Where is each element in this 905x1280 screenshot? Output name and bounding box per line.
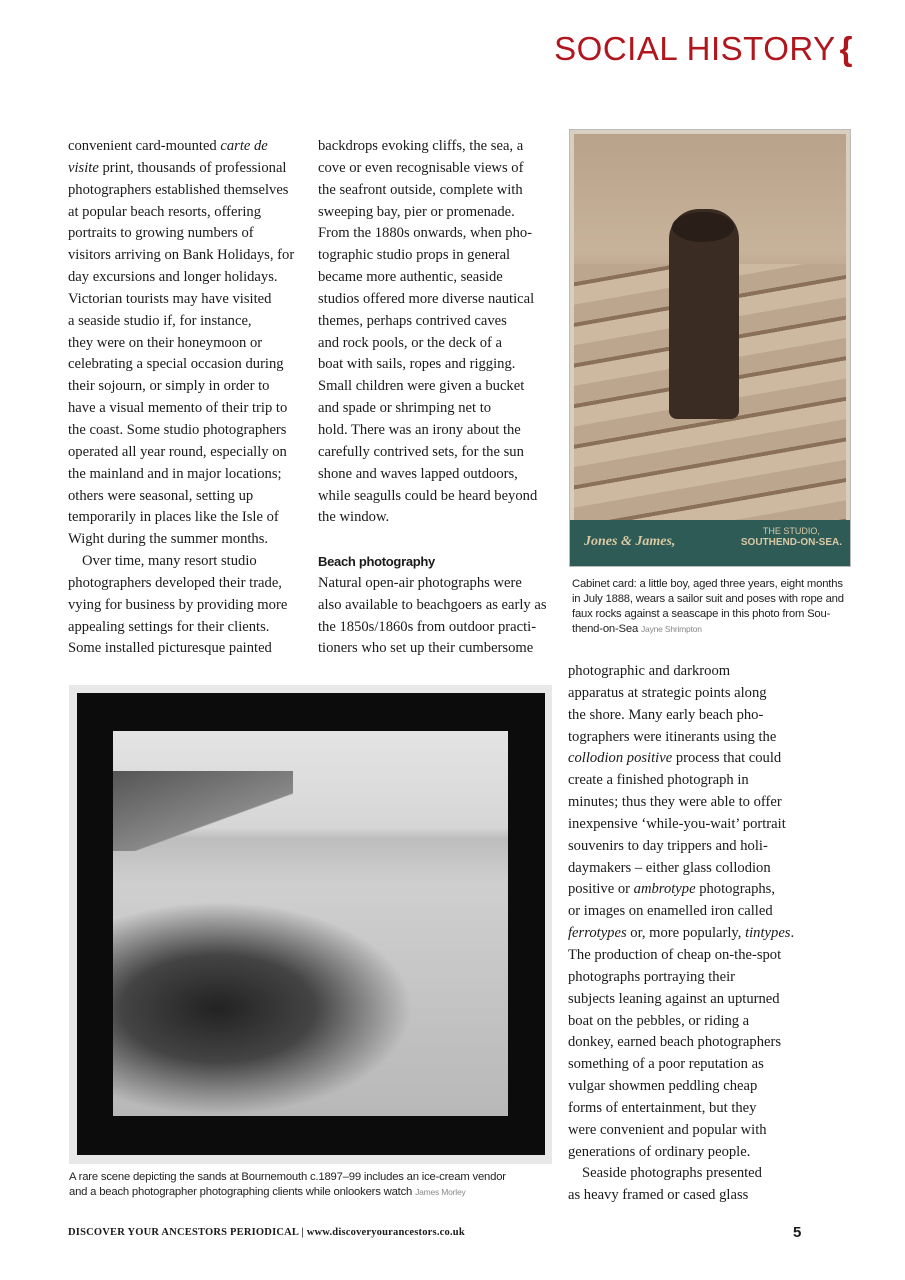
text-line: daymakers – either glass collodion	[568, 859, 771, 876]
text-line: tographic studio props in general	[318, 247, 511, 264]
text-line: ferrotypes or, more popularly, tintypes.	[568, 925, 795, 942]
text-line: inexpensive ‘while-you-wait’ portrait	[568, 815, 786, 832]
text-line: Wight during the summer months.	[68, 531, 269, 548]
section-label: SOCIAL HISTORY	[554, 30, 836, 67]
text-line: while seagulls could be heard beyond	[318, 487, 538, 504]
text-line: Natural open-air photographs were	[318, 574, 522, 591]
text-line: day excursions and longer holidays.	[68, 269, 278, 286]
text-line: the shore. Many early beach pho-	[568, 706, 764, 723]
text-line: boat on the pebbles, or riding a	[568, 1012, 750, 1029]
text-line: minutes; thus they were able to offer	[568, 794, 782, 811]
text-line: the coast. Some studio photographers	[68, 421, 287, 438]
text-line: a seaside studio if, for instance,	[68, 312, 252, 329]
text-line: hold. There was an irony about the	[318, 421, 521, 438]
text-line: cove or even recognisable views of	[318, 159, 524, 176]
caption-line: Cabinet card: a little boy, aged three years, eight months	[572, 578, 843, 590]
text-line: Victorian tourists may have visited	[68, 290, 272, 307]
text-line: vying for business by providing more	[68, 596, 288, 613]
text-line: subjects leaning against an upturned	[568, 990, 780, 1007]
bournemouth-beach-photo	[69, 685, 552, 1164]
text-line: operated all year round, especially on	[68, 443, 287, 460]
caption-line: and a beach photographer photographing clients while onlookers watch James Morley	[69, 1186, 466, 1198]
text-line: studios offered more diverse nautical	[318, 290, 535, 307]
text-line: create a finished photograph in	[568, 772, 749, 789]
text-line: visite print, thousands of professional	[68, 159, 287, 176]
text-line: convenient card-mounted carte de	[68, 138, 268, 154]
text-line: themes, perhaps contrived caves	[318, 312, 507, 329]
column-1	[68, 136, 308, 660]
text-line: or images on enamelled iron called	[568, 903, 773, 920]
caption-line: thend-on-Sea Jayne Shrimpton	[572, 623, 702, 635]
photo1-caption	[572, 577, 844, 637]
subheading-beach-photography: Beach photography	[318, 554, 435, 570]
text-line: have a visual memento of their trip to	[68, 400, 288, 417]
text-line: the window.	[318, 509, 390, 526]
text-line: temporarily in places like the Isle of	[68, 509, 279, 526]
text-line: the seafront outside, complete with	[318, 181, 523, 198]
text-line: Seaside photographs presented	[582, 1165, 762, 1182]
card-studio-name: Jones & James,	[584, 534, 676, 549]
text-line: visitors arriving on Bank Holidays, for	[68, 247, 295, 264]
column-2	[318, 136, 558, 660]
caption-line: A rare scene depicting the sands at Bournemouth c.1897–99 includes an ice-cream vendor	[69, 1171, 506, 1183]
cabinet-card-photo	[569, 129, 851, 567]
text-line: the 1850s/1860s from outdoor practi-	[318, 618, 537, 635]
footer: DISCOVER YOUR ANCESTORS PERIODICAL | www.discoveryourancestors.co.uk	[68, 1227, 465, 1238]
text-line: celebrating a special occasion during	[68, 356, 284, 373]
column-3	[568, 661, 808, 1207]
photo-credit: Jayne Shrimpton	[641, 624, 702, 634]
text-line: boat with sails, ropes and rigging.	[318, 356, 516, 373]
text-line: forms of entertainment, but they	[568, 1099, 757, 1116]
text-line: sweeping bay, pier or promenade.	[318, 203, 515, 220]
text-line: positive or ambrotype photographs,	[568, 881, 775, 898]
text-line: also available to beachgoers as early as	[318, 596, 547, 613]
text-line: something of a poor reputation as	[568, 1056, 764, 1073]
text-line: carefully contrived sets, for the sun	[318, 443, 524, 460]
text-line: Some installed picturesque painted	[68, 640, 272, 657]
text-line: backdrops evoking cliffs, the sea, a	[318, 138, 524, 154]
text-line: generations of ordinary people.	[568, 1143, 751, 1160]
text-line: became more authentic, seaside	[318, 269, 503, 286]
photo-credit: James Morley	[415, 1187, 466, 1197]
text-line: souvenirs to day trippers and holi-	[568, 837, 768, 854]
text-line: photographers developed their trade,	[68, 574, 282, 591]
text-line: photographs portraying their	[568, 968, 735, 985]
text-line: tioners who set up their cumbersome	[318, 640, 534, 657]
text-line: collodion positive process that could	[568, 750, 782, 767]
text-line: portraits to growing numbers of	[68, 225, 254, 242]
text-line: and spade or shrimping net to	[318, 400, 492, 417]
text-line: and rock pools, or the deck of a	[318, 334, 502, 351]
text-line: The production of cheap on-the-spot	[568, 946, 782, 963]
text-line: vulgar showmen peddling cheap	[568, 1078, 758, 1095]
text-line: apparatus at strategic points along	[568, 684, 767, 701]
text-line: the mainland and in major locations;	[68, 465, 282, 482]
text-line: shone and waves lapped outdoors,	[318, 465, 518, 482]
text-line: they were on their honeymoon or	[68, 334, 263, 351]
page-number: 5	[793, 1224, 802, 1241]
text-line: photographers established themselves	[68, 181, 289, 198]
text-line: appealing settings for their clients.	[68, 618, 270, 635]
bracket-ornament: {	[839, 30, 853, 67]
text-line: Small children were given a bucket	[318, 378, 525, 395]
card-studio-location: SOUTHEND-ON-SEA.	[740, 537, 842, 548]
text-line: From the 1880s onwards, when pho-	[318, 225, 533, 242]
text-line: at popular beach resorts, offering	[68, 203, 262, 220]
card-studio-label: THE STUDIO,	[762, 526, 820, 536]
caption-line: in July 1888, wears a sailor suit and poses with rope and	[572, 593, 844, 605]
section-title	[554, 30, 853, 68]
text-line: Over time, many resort studio	[82, 553, 257, 570]
text-line: as heavy framed or cased glass	[568, 1187, 749, 1204]
text-line: others were seasonal, setting up	[68, 487, 254, 504]
text-line: their sojourn, or simply in order to	[68, 378, 270, 395]
photo2-caption	[69, 1170, 506, 1200]
text-line: donkey, earned beach photographers	[568, 1034, 782, 1051]
text-line: photographic and darkroom	[568, 663, 731, 679]
text-line: were convenient and popular with	[568, 1121, 767, 1138]
text-line: tographers were itinerants using the	[568, 728, 777, 745]
caption-line: faux rocks against a seascape in this photo from Sou-	[572, 608, 831, 620]
